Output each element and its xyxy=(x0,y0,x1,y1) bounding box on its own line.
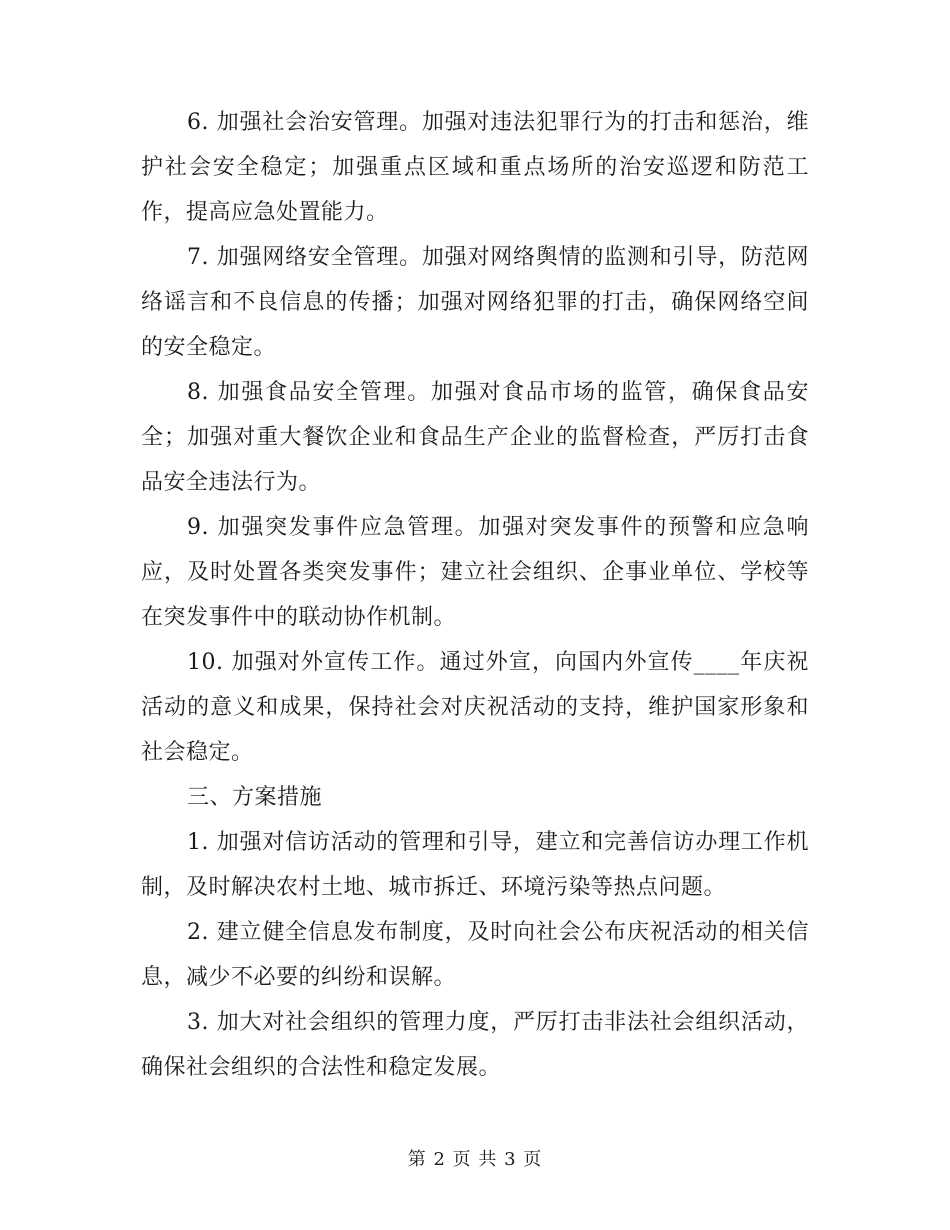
page-number-footer: 第 2 页 共 3 页 xyxy=(407,1149,543,1170)
paragraph-item-8: 8. 加强食品安全管理。加强对食品市场的监管，确保食品安全；加强对重大餐饮企业和食品生产企业的监督检查，严厉打击食品安全违法行为。 xyxy=(141,380,809,495)
measure-item-2: 2. 建立健全信息发布制度，及时向社会公布庆祝活动的相关信息，减少不必要的纠纷和误解。 xyxy=(141,920,809,990)
measure-item-1: 1. 加强对信访活动的管理和引导，建立和完善信访办理工作机制，及时解决农村土地、城市拆迁、环境污染等热点问题。 xyxy=(141,830,809,900)
paragraph-item-9: 9. 加强突发事件应急管理。加强对突发事件的预警和应急响应，及时处置各类突发事件；建立社会组织、企事业单位、学校等在突发事件中的联动协作机制。 xyxy=(141,515,809,630)
paragraph-item-10: 10. 加强对外宣传工作。通过外宣，向国内外宣传____年庆祝活动的意义和成果，保持社会对庆祝活动的支持，维护国家形象和社会稳定。 xyxy=(141,650,809,765)
paragraph-item-7: 7. 加强网络安全管理。加强对网络舆情的监测和引导，防范网络谣言和不良信息的传播；加强对网络犯罪的打击，确保网络空间的安全稳定。 xyxy=(141,245,809,360)
paragraph-item-6: 6. 加强社会治安管理。加强对违法犯罪行为的打击和惩治，维护社会安全稳定；加强重点区域和重点场所的治安巡逻和防范工作，提高应急处置能力。 xyxy=(141,110,809,225)
section-heading: 三、方案措施 xyxy=(187,785,323,810)
measure-item-3: 3. 加大对社会组织的管理力度，严厉打击非法社会组织活动，确保社会组织的合法性和稳定发展。 xyxy=(141,1010,809,1080)
document-body xyxy=(141,100,809,1090)
